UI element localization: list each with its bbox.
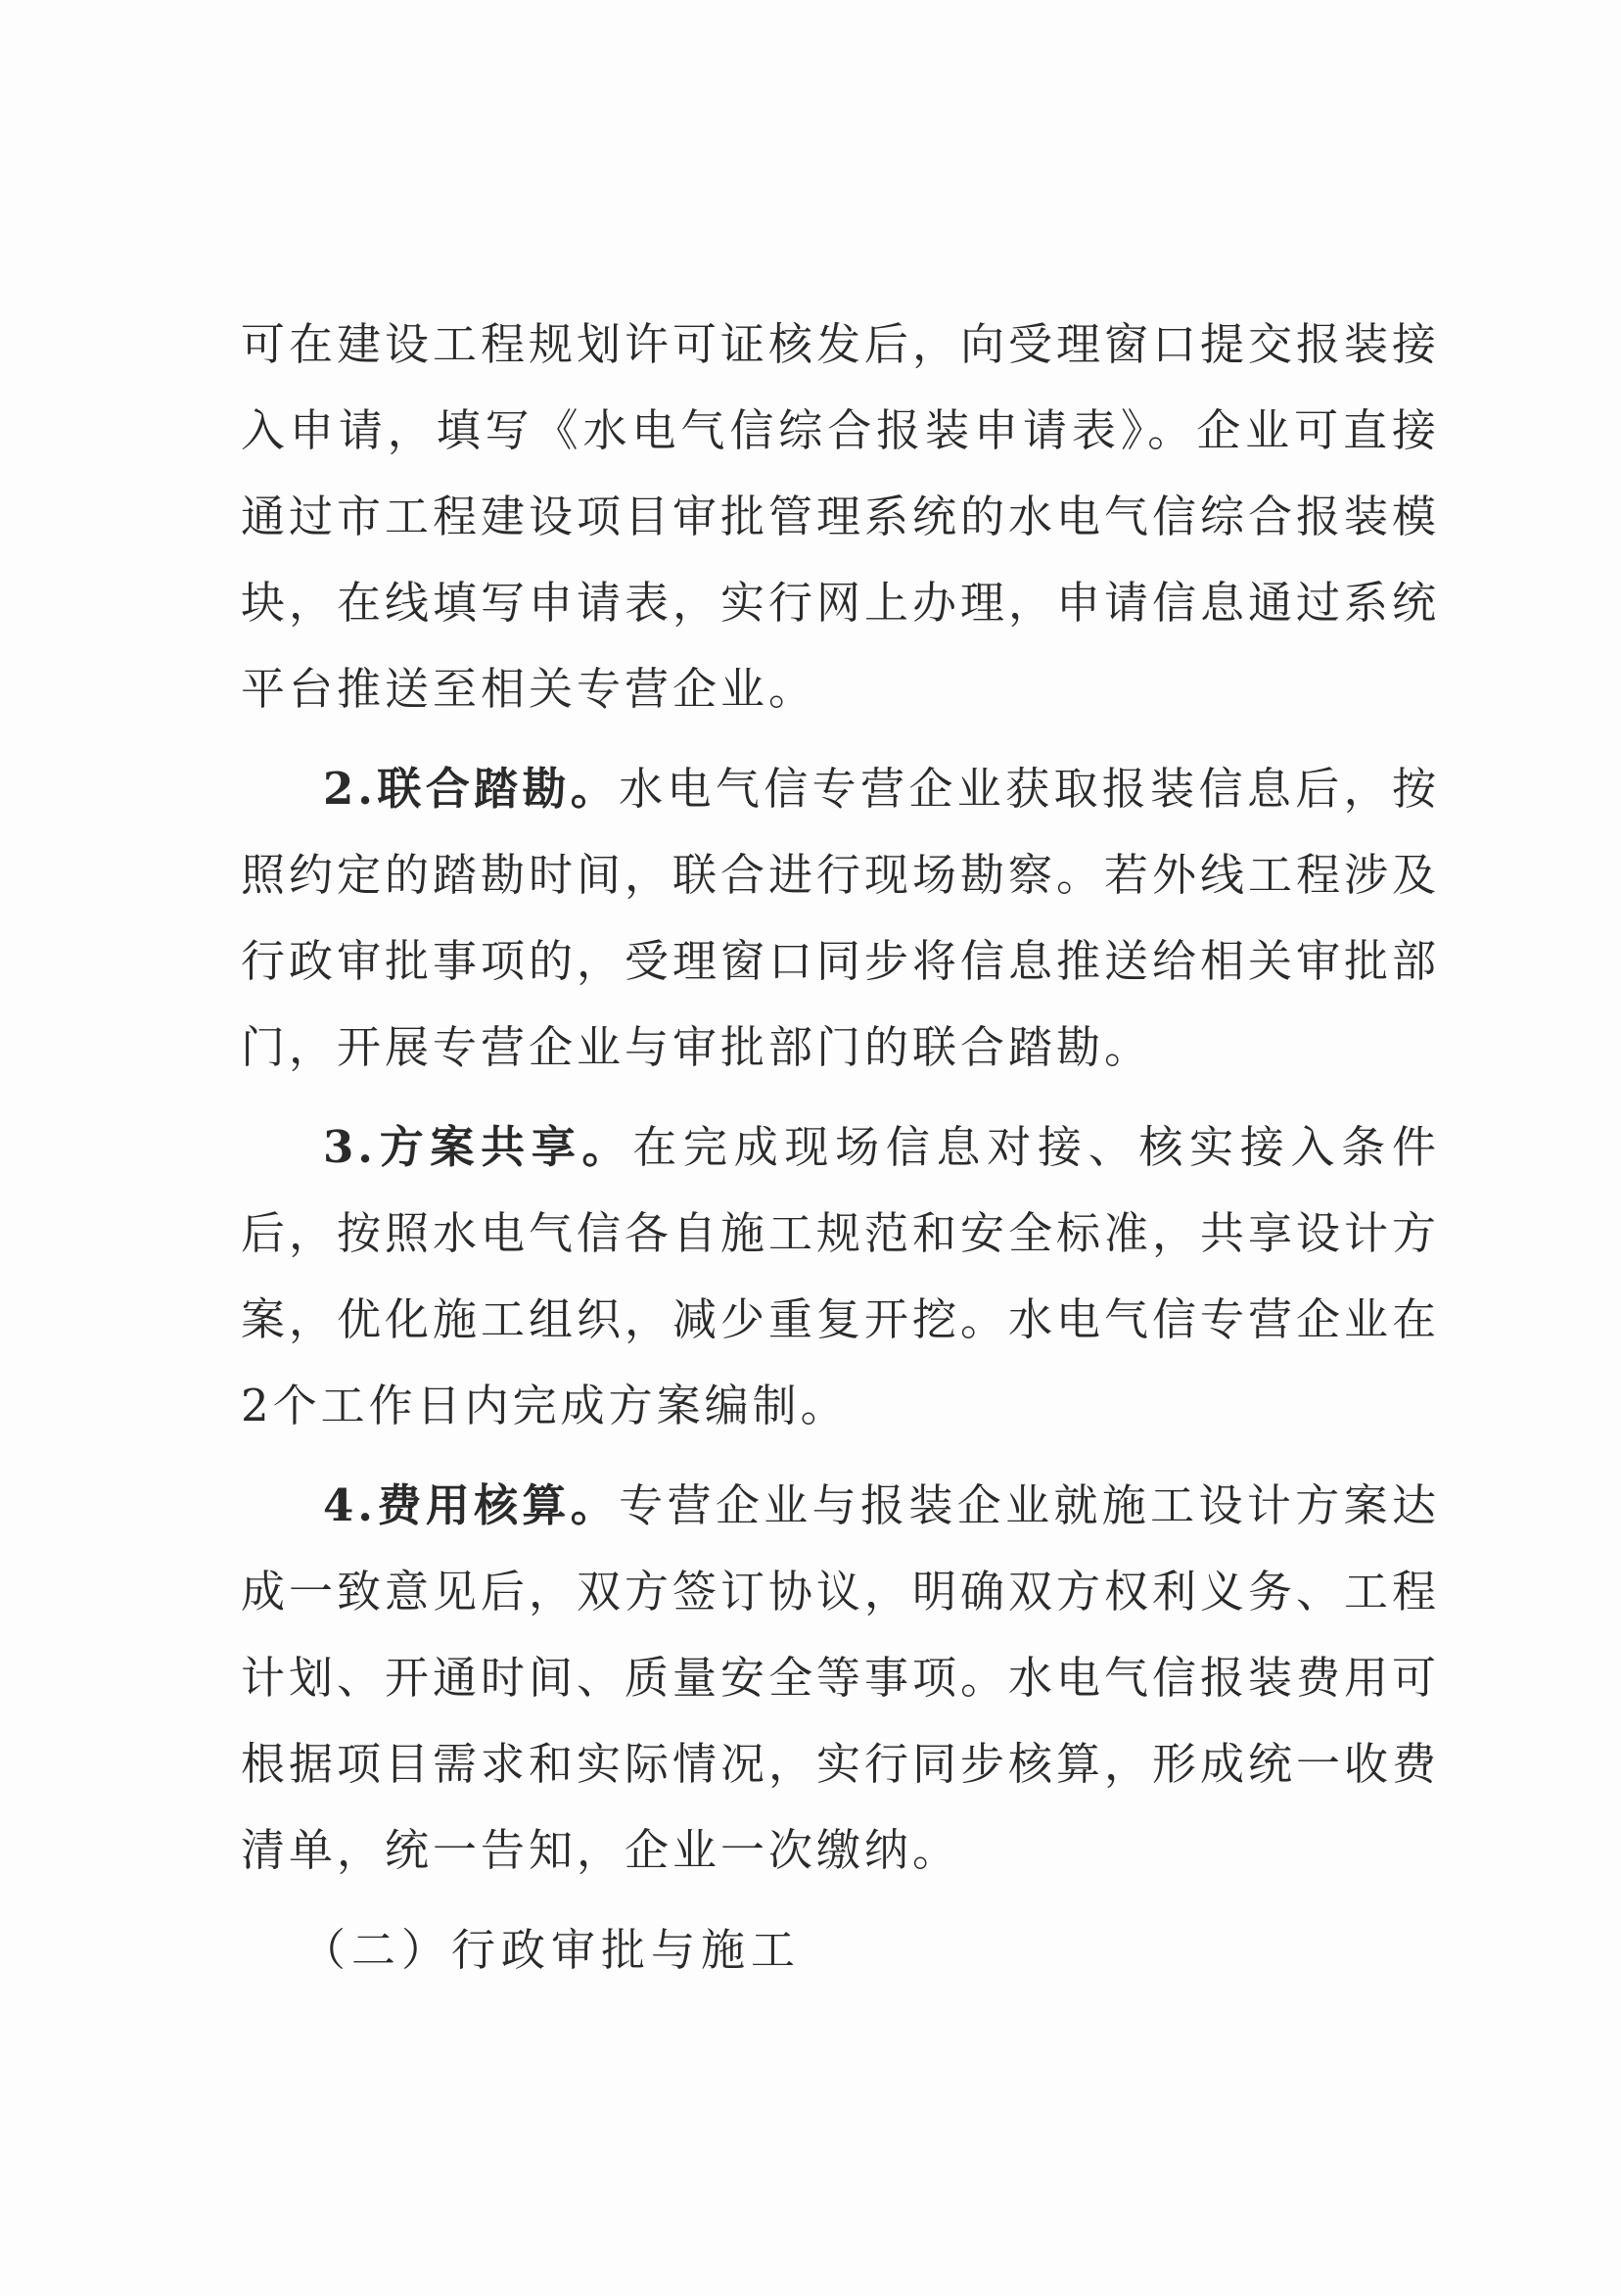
paragraph-continuation <box>241 302 1440 732</box>
paragraph-text: 可在建设工程规划许可证核发后，向受理窗口提交报装接入申请，填写《水电气信综合报装申请表》。企业可直接通过市工程建设项目审批管理系统的水电气信综合报装模块，在线填写申请表，实行网上办理，申请信息通过系统平台推送至相关专营企业。 <box>241 318 1441 715</box>
paragraph-lead: 4.费用核算。 <box>323 1479 620 1531</box>
paragraph-lead: 3.方案共享。 <box>323 1121 633 1173</box>
paragraph-cost-accounting <box>241 1463 1440 1894</box>
paragraph-lead: 2.联合踏勘。 <box>323 763 620 815</box>
paragraph-joint-survey <box>241 746 1440 1091</box>
paragraph-text: 在完成现场信息对接、核实接入条件后，按照水电气信各自施工规范和安全标准，共享设计方案，优化施工组织，减少重复开挖。水电气信专营企业在2个工作日内完成方案编制。 <box>241 1121 1441 1431</box>
paragraph-text: 专营企业与报装企业就施工设计方案达成一致意见后，双方签订协议，明确双方权利义务、工程计划、开通时间、质量安全等事项。水电气信报装费用可根据项目需求和实际情况，实行同步核算，形成统一收费清单，统一告知，企业一次缴纳。 <box>241 1479 1441 1876</box>
section-subheading: （二）行政审批与施工 <box>301 1924 802 1976</box>
paragraph-plan-sharing <box>241 1104 1440 1449</box>
paragraph-text: 水电气信专营企业获取报装信息后，按照约定的踏勘时间，联合进行现场勘察。若外线工程涉及行政审批事项的，受理窗口同步将信息推送给相关审批部门，开展专营企业与审批部门的联合踏勘。 <box>241 763 1441 1073</box>
document-body <box>241 302 1440 2007</box>
